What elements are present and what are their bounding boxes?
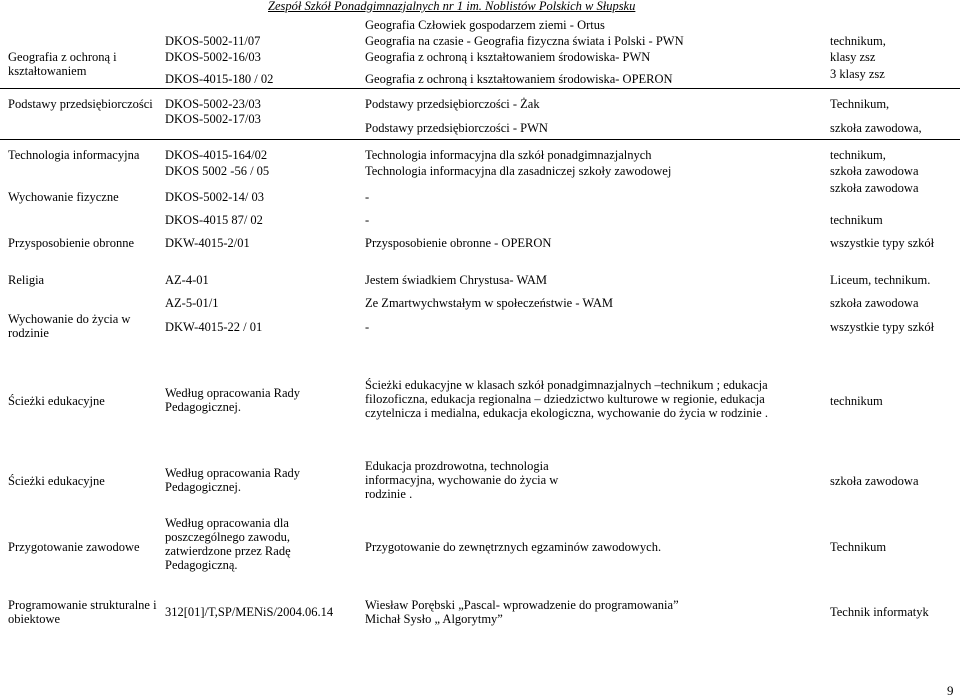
- subject-name: Programowanie strukturalne i obiektowe: [8, 598, 157, 626]
- table-divider: [0, 88, 960, 89]
- approval-code: DKW-4015-2/01: [165, 236, 250, 250]
- subject-name: Ścieżki edukacyjne: [8, 474, 105, 488]
- school-type: technikum: [830, 213, 883, 227]
- school-type: Technikum,: [830, 97, 890, 111]
- approval-code: DKOS 5002 -56 / 05: [165, 164, 270, 178]
- book-title: Podstawy przedsiębiorczości - Żak: [365, 97, 540, 111]
- school-type: 3 klasy zsz: [830, 67, 885, 81]
- subject-name: Wychowanie fizyczne: [8, 190, 119, 204]
- subject-name: Religia: [8, 273, 45, 287]
- approval-code: DKOS-4015-180 / 02: [165, 72, 274, 86]
- subject-name: Przygotowanie zawodowe: [8, 540, 140, 554]
- school-type: technikum,: [830, 148, 886, 162]
- page-number: 9: [947, 683, 954, 698]
- subject-name: Wychowanie do życia w rodzinie: [8, 312, 131, 340]
- book-title: -: [365, 320, 370, 334]
- subject-name: Ścieżki edukacyjne: [8, 394, 105, 408]
- school-type: szkoła zawodowa: [830, 474, 919, 488]
- subject-name: Przysposobienie obronne: [8, 236, 135, 250]
- book-title: Ścieżki edukacyjne w klasach szkół ponadgimnazjalnych –technikum ; edukacja filozoficzna, edukacja regionalna – dziedzictwo kulturowe w regionie, edukacja czytelnicza i medialna, edukacja ekologiczna, wychowanie do życia w rodzinie .: [365, 378, 768, 420]
- school-type: wszystkie typy szkół: [830, 320, 935, 334]
- subject-name: Podstawy przedsiębiorczości: [8, 97, 153, 111]
- school-type: szkoła zawodowa: [830, 181, 919, 195]
- school-type: szkoła zawodowa: [830, 296, 919, 310]
- approval-code: Według opracowania Rady Pedagogicznej.: [165, 386, 301, 414]
- school-type: szkoła zawodowa: [830, 164, 919, 178]
- book-title: Geografia na czasie - Geografia fizyczna świata i Polski - PWN: [365, 34, 684, 48]
- book-title: Geografia Człowiek gospodarzem ziemi - Ortus: [365, 18, 605, 32]
- book-title: -: [365, 190, 370, 204]
- approval-code: DKOS-5002-11/07: [165, 34, 261, 48]
- book-title: Przygotowanie do zewnętrznych egzaminów zawodowych.: [365, 540, 662, 554]
- approval-code: DKOS-5002-17/03: [165, 112, 261, 126]
- book-title: Edukacja prozdrowotna, technologia informacyjna, wychowanie do życia w rodzinie .: [365, 459, 559, 501]
- approval-code: AZ-5-01/1: [165, 296, 219, 310]
- book-title: Technologia informacyjna dla zasadniczej szkoły zawodowej: [365, 164, 672, 178]
- school-type: technikum,: [830, 34, 886, 48]
- book-title: -: [365, 213, 370, 227]
- approval-code: DKOS-4015-164/02: [165, 148, 268, 162]
- approval-code: DKOS-5002-23/03: [165, 97, 261, 111]
- school-type: klasy zsz: [830, 50, 876, 64]
- book-title: Technologia informacyjna dla szkół ponadgimnazjalnych: [365, 148, 652, 162]
- school-type: Technikum: [830, 540, 887, 554]
- school-type: wszystkie typy szkół: [830, 236, 935, 250]
- approval-code: Według opracowania dla poszczególnego zawodu, zatwierdzone przez Radę Pedagogiczną.: [165, 516, 291, 572]
- school-type: szkoła zawodowa,: [830, 121, 922, 135]
- book-title: Ze Zmartwychwstałym w społeczeństwie - WAM: [365, 296, 613, 310]
- book-title: Wiesław Porębski „Pascal- wprowadzenie do programowania” Michał Sysło „ Algorytmy”: [365, 598, 679, 626]
- approval-code: DKW-4015-22 / 01: [165, 320, 263, 334]
- school-type: Liceum, technikum.: [830, 273, 931, 287]
- approval-code: DKOS-4015 87/ 02: [165, 213, 263, 227]
- approval-code: AZ-4-01: [165, 273, 209, 287]
- approval-code: Według opracowania Rady Pedagogicznej.: [165, 466, 301, 494]
- book-title: Przysposobienie obronne - OPERON: [365, 236, 552, 250]
- book-title: Jestem świadkiem Chrystusa- WAM: [365, 273, 548, 287]
- school-type: technikum: [830, 394, 883, 408]
- book-title: Geografia z ochroną i kształtowaniem środowiska- PWN: [365, 50, 651, 64]
- approval-code: 312[01]/T,SP/MENiS/2004.06.14: [165, 605, 334, 619]
- book-title: Geografia z ochroną i kształtowaniem środowiska- OPERON: [365, 72, 673, 86]
- approval-code: DKOS-5002-16/03: [165, 50, 261, 64]
- book-title: Podstawy przedsiębiorczości - PWN: [365, 121, 548, 135]
- approval-code: DKOS-5002-14/ 03: [165, 190, 264, 204]
- page-title: Zespół Szkół Ponadgimnazjalnych nr 1 im. Noblistów Polskich w Słupsku: [268, 0, 636, 13]
- subject-name: Geografia z ochroną i kształtowaniem: [8, 50, 117, 78]
- school-type: Technik informatyk: [830, 605, 929, 619]
- table-divider: [0, 139, 960, 140]
- subject-name: Technologia informacyjna: [8, 148, 140, 162]
